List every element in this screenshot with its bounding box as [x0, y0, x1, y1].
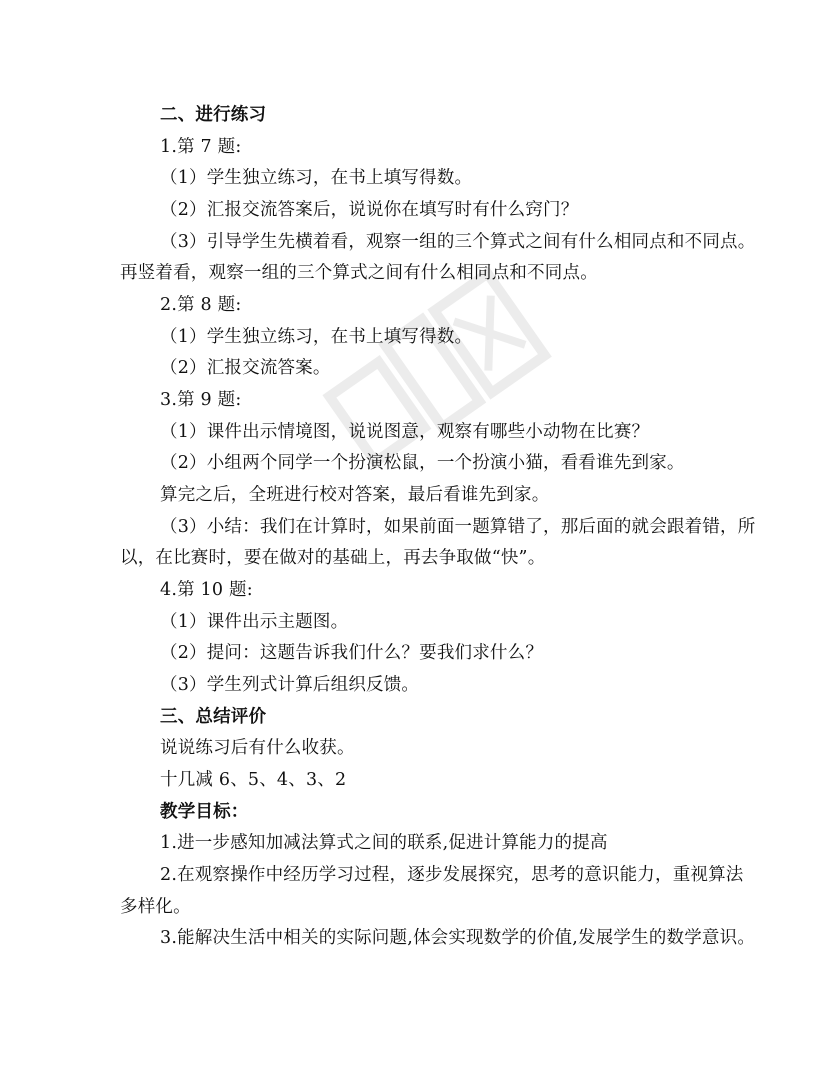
paragraph-line: （3）学生列式计算后组织反馈。 — [160, 675, 420, 695]
paragraph-line: 说说练习后有什么收获。 — [160, 738, 355, 758]
item-heading-q8: 2.第 8 题: — [160, 295, 242, 315]
paragraph-line: （3）引导学生先横着看，观察一组的三个算式之间有什么相同点和不同点。 — [160, 232, 756, 252]
item-heading-q10: 4.第 10 题: — [160, 580, 253, 600]
paragraph-line: （2）汇报交流答案。 — [160, 358, 331, 378]
paragraph-line: （2）提问：这题告诉我们什么？要我们求什么？ — [160, 643, 544, 663]
paragraph-line: （3）小结：我们在计算时，如果前面一题算错了，那后面的就会跟着错，所 — [160, 517, 756, 537]
paragraph-line: （1）课件出示主题图。 — [160, 612, 349, 632]
section-heading-practice: 二、进行练习 — [160, 105, 267, 125]
paragraph-line: 1.进一步感知加减法算式之间的联系,促进计算能力的提高 — [160, 833, 608, 853]
paragraph-line: （1）课件出示情境图，说说图意，观察有哪些小动物在比赛？ — [160, 422, 650, 442]
paragraph-line: 算完之后，全班进行校对答案，最后看谁先到家。 — [160, 485, 550, 505]
paragraph-line: 多样化。 — [120, 897, 191, 917]
paragraph-line: 2.在观察操作中经历学习过程，逐步发展探究，思考的意识能力，重视算法 — [160, 865, 744, 885]
lesson-title: 十几减 6、5、4、3、2 — [160, 770, 347, 790]
paragraph-line: 3.能解决生活中相关的实际问题,体会实现数学的价值,发展学生的数学意识。 — [160, 928, 756, 948]
section-heading-summary: 三、总结评价 — [160, 707, 267, 727]
paragraph-line: （2）小组两个同学一个扮演松鼠，一个扮演小猫，看看谁先到家。 — [160, 453, 685, 473]
section-heading-objectives: 教学目标： — [160, 802, 249, 822]
paragraph-line: （1）学生独立练习，在书上填写得数。 — [160, 327, 473, 347]
paragraph-line: 以，在比赛时，要在做对的基础上，再去争取做“快”。 — [120, 548, 546, 568]
paragraph-line: 再竖着看，观察一组的三个算式之间有什么相同点和不同点。 — [120, 263, 598, 283]
paragraph-line: （2）汇报交流答案后，说说你在填写时有什么窍门？ — [160, 200, 579, 220]
item-heading-q9: 3.第 9 题: — [160, 390, 242, 410]
item-heading-q7: 1.第 7 题: — [160, 137, 242, 157]
paragraph-line: （1）学生独立练习，在书上填写得数。 — [160, 168, 473, 188]
